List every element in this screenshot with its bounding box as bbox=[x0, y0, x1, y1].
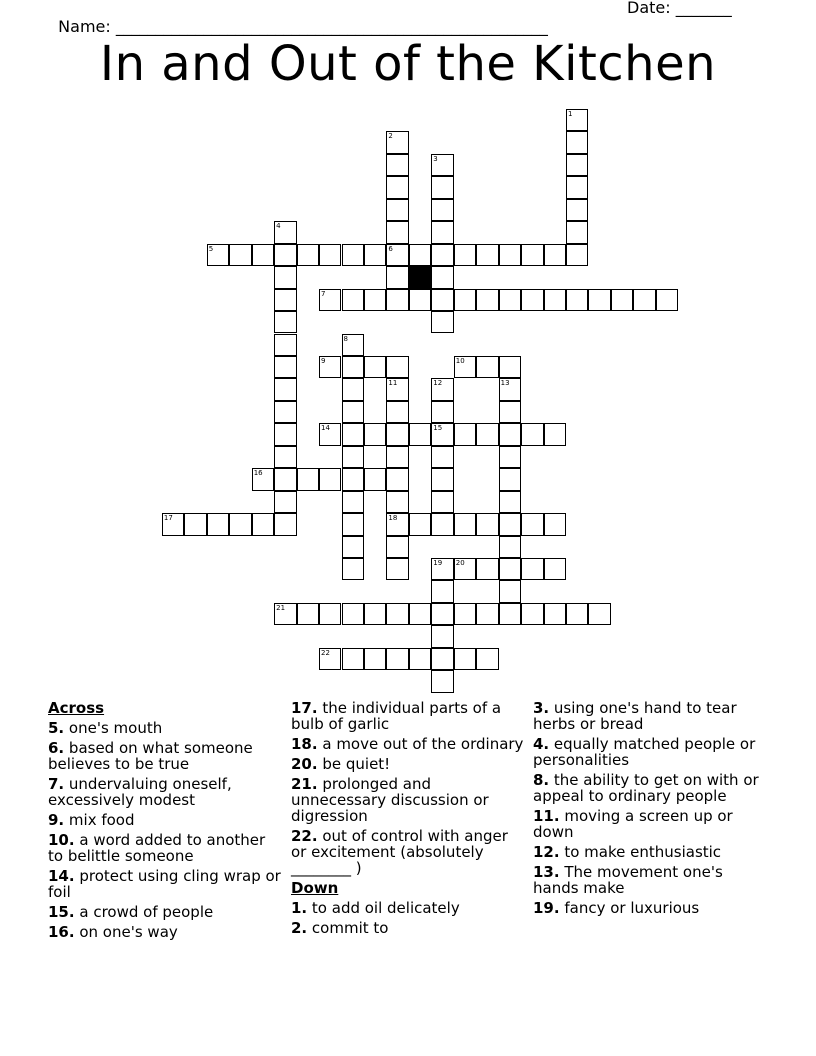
crossword-cell[interactable] bbox=[207, 513, 229, 535]
crossword-cell[interactable] bbox=[386, 199, 408, 221]
crossword-cell[interactable] bbox=[319, 468, 341, 490]
clue-number: 9 bbox=[321, 356, 326, 365]
crossword-cell[interactable] bbox=[476, 558, 498, 580]
crossword-cell[interactable] bbox=[566, 221, 588, 243]
clue-number: 12 bbox=[433, 379, 443, 388]
clue-number: 15 bbox=[433, 424, 443, 433]
crossword-cell[interactable] bbox=[386, 423, 408, 445]
crossword-cell[interactable] bbox=[364, 468, 386, 490]
clue-number: 11 bbox=[388, 379, 398, 388]
crossword-cell[interactable] bbox=[274, 401, 296, 423]
crossword-cell[interactable] bbox=[454, 648, 476, 670]
crossword-cell[interactable] bbox=[431, 580, 453, 602]
crossword-cell[interactable] bbox=[274, 311, 296, 333]
crossword-cell[interactable] bbox=[342, 446, 364, 468]
crossword-cell[interactable] bbox=[274, 468, 296, 490]
crossword-cell[interactable] bbox=[386, 154, 408, 176]
clue-number: 19 bbox=[433, 559, 443, 567]
crossword-cell[interactable] bbox=[409, 648, 431, 670]
crossword-cell[interactable] bbox=[297, 244, 319, 266]
crossword-cell[interactable] bbox=[566, 289, 588, 311]
clue-number: 6 bbox=[388, 244, 393, 253]
crossword-cell[interactable] bbox=[499, 491, 521, 513]
crossword-cell[interactable] bbox=[499, 423, 521, 445]
clue-number: 4 bbox=[276, 222, 281, 231]
crossword-cell[interactable] bbox=[476, 289, 498, 311]
down-clue: 3. using one's hand to tear herbs or bread bbox=[533, 699, 737, 733]
crossword-cell[interactable] bbox=[274, 244, 296, 266]
crossword-cell[interactable] bbox=[386, 648, 408, 670]
crossword-cell[interactable] bbox=[342, 289, 364, 311]
crossword-cell[interactable] bbox=[431, 558, 453, 580]
crossword-cell[interactable] bbox=[274, 491, 296, 513]
crossword-cell[interactable] bbox=[431, 625, 453, 647]
crossword-cell[interactable] bbox=[431, 289, 453, 311]
down-heading: Down bbox=[291, 879, 339, 897]
across-clue: 5. one's mouth bbox=[48, 719, 163, 737]
crossword-cell[interactable] bbox=[342, 423, 364, 445]
crossword-cell[interactable] bbox=[431, 199, 453, 221]
crossword-cell[interactable] bbox=[431, 423, 453, 445]
crossword-cell[interactable] bbox=[409, 289, 431, 311]
crossword-cell[interactable] bbox=[274, 266, 296, 288]
crossword-cell[interactable] bbox=[454, 558, 476, 580]
crossword-cell[interactable] bbox=[544, 289, 566, 311]
crossword-cell[interactable] bbox=[476, 648, 498, 670]
crossword-cell[interactable] bbox=[431, 648, 453, 670]
crossword-cell[interactable] bbox=[319, 244, 341, 266]
crossword-cell[interactable] bbox=[342, 401, 364, 423]
clue-number: 13 bbox=[500, 379, 510, 388]
crossword-cell[interactable] bbox=[544, 558, 566, 580]
crossword-cell[interactable] bbox=[544, 423, 566, 445]
clue-number: 3 bbox=[433, 154, 438, 163]
across-clue: 20. be quiet! bbox=[291, 755, 391, 773]
crossword-cell[interactable] bbox=[364, 244, 386, 266]
crossword-cell[interactable] bbox=[431, 401, 453, 423]
crossword-cell[interactable] bbox=[319, 289, 341, 311]
crossword-cell[interactable] bbox=[521, 244, 543, 266]
across-clue: 7. undervaluing oneself, excessively modest bbox=[48, 775, 232, 809]
down-clue: 2. commit to bbox=[291, 919, 389, 937]
crossword-cell[interactable] bbox=[499, 536, 521, 558]
crossword-cell[interactable] bbox=[521, 603, 543, 625]
crossword-cell[interactable] bbox=[207, 244, 229, 266]
clue-number: 21 bbox=[276, 603, 286, 612]
clue-column-3 bbox=[533, 700, 769, 920]
crossword-cell[interactable] bbox=[431, 266, 453, 288]
across-heading: Across bbox=[48, 699, 105, 717]
crossword-cell[interactable] bbox=[319, 648, 341, 670]
crossword-cell[interactable] bbox=[364, 289, 386, 311]
clue-number: 14 bbox=[321, 424, 330, 433]
across-clue: 16. on one's way bbox=[48, 923, 178, 941]
crossword-cell[interactable] bbox=[342, 356, 364, 378]
crossword-cell[interactable] bbox=[342, 536, 364, 558]
clue-number: 7 bbox=[321, 289, 326, 298]
across-clue: 14. protect using cling wrap or foil bbox=[48, 867, 281, 901]
crossword-cell[interactable] bbox=[409, 244, 431, 266]
crossword-cell[interactable] bbox=[386, 558, 408, 580]
crossword-cell[interactable] bbox=[499, 513, 521, 535]
across-clue: 22. out of control with anger or excitement (absolutely ________ ) bbox=[291, 827, 508, 877]
crossword-cell[interactable] bbox=[499, 401, 521, 423]
crossword-cell[interactable] bbox=[229, 244, 251, 266]
name-field-label[interactable]: Name: ______________________________________________________ bbox=[58, 17, 548, 36]
across-clue: 15. a crowd of people bbox=[48, 903, 214, 921]
crossword-cell[interactable] bbox=[386, 176, 408, 198]
crossword-cell[interactable] bbox=[386, 491, 408, 513]
across-clue: 17. the individual parts of a bulb of garlic bbox=[291, 699, 502, 733]
crossword-cell[interactable] bbox=[386, 513, 408, 535]
crossword-cell[interactable] bbox=[342, 468, 364, 490]
crossword-cell[interactable] bbox=[476, 513, 498, 535]
crossword-cell[interactable] bbox=[274, 603, 296, 625]
across-clue: 6. based on what someone believes to be true bbox=[48, 739, 253, 773]
crossword-cell[interactable] bbox=[454, 356, 476, 378]
crossword-cell[interactable] bbox=[386, 289, 408, 311]
crossword-cell[interactable] bbox=[386, 131, 408, 153]
crossword-cell[interactable] bbox=[386, 603, 408, 625]
clue-number: 1 bbox=[568, 110, 573, 118]
clue-number: 8 bbox=[343, 334, 348, 343]
crossword-cell[interactable] bbox=[499, 558, 521, 580]
date-field-label[interactable]: Date: _______ bbox=[627, 0, 732, 17]
crossword-cell[interactable] bbox=[342, 648, 364, 670]
crossword-cell[interactable] bbox=[499, 603, 521, 625]
crossword-cell[interactable] bbox=[454, 513, 476, 535]
crossword-cell[interactable] bbox=[342, 513, 364, 535]
crossword-cell[interactable] bbox=[454, 603, 476, 625]
crossword-cell[interactable] bbox=[521, 513, 543, 535]
crossword-cell[interactable] bbox=[229, 513, 251, 535]
black-square bbox=[409, 266, 431, 288]
crossword-cell[interactable] bbox=[499, 580, 521, 602]
crossword-cell[interactable] bbox=[274, 378, 296, 400]
crossword-cell[interactable] bbox=[431, 221, 453, 243]
crossword-cell[interactable] bbox=[386, 221, 408, 243]
crossword-cell[interactable] bbox=[476, 356, 498, 378]
crossword-cell[interactable] bbox=[499, 378, 521, 400]
crossword-cell[interactable] bbox=[184, 513, 206, 535]
crossword-cell[interactable] bbox=[274, 446, 296, 468]
crossword-cell[interactable] bbox=[319, 603, 341, 625]
crossword-cell[interactable] bbox=[162, 513, 184, 535]
crossword-cell[interactable] bbox=[409, 513, 431, 535]
crossword-cell[interactable] bbox=[588, 603, 610, 625]
crossword-cell[interactable] bbox=[274, 334, 296, 356]
crossword-cell[interactable] bbox=[342, 334, 364, 356]
crossword-cell[interactable] bbox=[566, 244, 588, 266]
crossword-cell[interactable] bbox=[297, 603, 319, 625]
crossword-cell[interactable] bbox=[319, 423, 341, 445]
crossword-cell[interactable] bbox=[274, 221, 296, 243]
across-clue: 9. mix food bbox=[48, 811, 135, 829]
crossword-cell[interactable] bbox=[252, 468, 274, 490]
crossword-cell[interactable] bbox=[252, 513, 274, 535]
clue-number: 16 bbox=[253, 469, 263, 478]
crossword-cell[interactable] bbox=[431, 513, 453, 535]
crossword-cell[interactable] bbox=[431, 244, 453, 266]
crossword-cell[interactable] bbox=[431, 603, 453, 625]
crossword-cell[interactable] bbox=[454, 423, 476, 445]
crossword-cell[interactable] bbox=[431, 468, 453, 490]
crossword-cell[interactable] bbox=[342, 603, 364, 625]
crossword-cell[interactable] bbox=[386, 244, 408, 266]
crossword-cell[interactable] bbox=[566, 109, 588, 131]
crossword-cell[interactable] bbox=[544, 513, 566, 535]
crossword-cell[interactable] bbox=[386, 446, 408, 468]
crossword-cell[interactable] bbox=[431, 446, 453, 468]
crossword-cell[interactable] bbox=[454, 244, 476, 266]
crossword-cell[interactable] bbox=[431, 670, 453, 692]
crossword-cell[interactable] bbox=[386, 378, 408, 400]
clue-number: 2 bbox=[388, 132, 393, 141]
down-clue: 19. fancy or luxurious bbox=[533, 899, 700, 917]
crossword-cell[interactable] bbox=[566, 176, 588, 198]
crossword-cell[interactable] bbox=[274, 289, 296, 311]
page-title: In and Out of the Kitchen bbox=[99, 36, 717, 92]
clue-number: 22 bbox=[321, 648, 330, 657]
across-clue: 18. a move out of the ordinary bbox=[291, 735, 524, 753]
crossword-cell[interactable] bbox=[499, 289, 521, 311]
clue-number: 18 bbox=[388, 514, 398, 523]
crossword-cell[interactable] bbox=[386, 401, 408, 423]
crossword-cell[interactable] bbox=[409, 423, 431, 445]
crossword-cell[interactable] bbox=[611, 289, 633, 311]
crossword-cell[interactable] bbox=[431, 154, 453, 176]
crossword-cell[interactable] bbox=[521, 423, 543, 445]
crossword-cell[interactable] bbox=[364, 603, 386, 625]
crossword-cell[interactable] bbox=[566, 131, 588, 153]
crossword-cell[interactable] bbox=[499, 446, 521, 468]
clue-number: 5 bbox=[208, 244, 214, 253]
crossword-cell[interactable] bbox=[409, 603, 431, 625]
crossword-cell[interactable] bbox=[319, 356, 341, 378]
down-clue: 12. to make enthusiastic bbox=[533, 843, 722, 861]
crossword-cell[interactable] bbox=[454, 289, 476, 311]
crossword-cell[interactable] bbox=[521, 558, 543, 580]
crossword-cell[interactable] bbox=[521, 289, 543, 311]
crossword-cell[interactable] bbox=[476, 603, 498, 625]
across-clue: 21. prolonged and unnecessary discussion or digression bbox=[291, 775, 489, 825]
crossword-cell[interactable] bbox=[499, 356, 521, 378]
crossword-cell[interactable] bbox=[566, 154, 588, 176]
clue-number: 10 bbox=[455, 356, 465, 365]
crossword-cell[interactable] bbox=[274, 423, 296, 445]
crossword-cell[interactable] bbox=[342, 378, 364, 400]
crossword-cell[interactable] bbox=[342, 491, 364, 513]
crossword-cell[interactable] bbox=[431, 378, 453, 400]
down-clue: 13. The movement one's hands make bbox=[533, 863, 723, 897]
clue-column-1 bbox=[48, 700, 284, 944]
clue-number: 17 bbox=[163, 514, 173, 523]
across-clue: 10. a word added to another to belittle someone bbox=[48, 831, 266, 865]
crossword-cell[interactable] bbox=[252, 244, 274, 266]
clue-number: 20 bbox=[455, 559, 465, 567]
crossword-cell[interactable] bbox=[364, 423, 386, 445]
crossword-cell[interactable] bbox=[274, 356, 296, 378]
crossword-cell[interactable] bbox=[342, 558, 364, 580]
crossword-cell[interactable] bbox=[364, 648, 386, 670]
crossword-cell[interactable] bbox=[633, 289, 655, 311]
crossword-cell[interactable] bbox=[431, 491, 453, 513]
crossword-cell[interactable] bbox=[386, 468, 408, 490]
down-clue: 8. the ability to get on with or appeal to ordinary people bbox=[533, 771, 759, 805]
down-clue: 4. equally matched people or personalities bbox=[533, 735, 756, 769]
crossword-cell[interactable] bbox=[386, 536, 408, 558]
clue-column-2 bbox=[291, 700, 527, 940]
crossword-cell[interactable] bbox=[499, 468, 521, 490]
crossword-cell[interactable] bbox=[342, 244, 364, 266]
crossword-cell[interactable] bbox=[297, 468, 319, 490]
crossword-cell[interactable] bbox=[386, 356, 408, 378]
crossword-cell[interactable] bbox=[499, 244, 521, 266]
down-clue: 11. moving a screen up or down bbox=[533, 807, 733, 841]
crossword-cell[interactable] bbox=[476, 244, 498, 266]
crossword-cell[interactable] bbox=[386, 266, 408, 288]
crossword-cell[interactable] bbox=[476, 423, 498, 445]
crossword-cell[interactable] bbox=[431, 311, 453, 333]
down-clue: 1. to add oil delicately bbox=[291, 899, 460, 917]
crossword-cell[interactable] bbox=[544, 603, 566, 625]
crossword-cell[interactable] bbox=[588, 289, 610, 311]
crossword-cell[interactable] bbox=[544, 244, 566, 266]
crossword-cell[interactable] bbox=[656, 289, 678, 311]
crossword-cell[interactable] bbox=[431, 176, 453, 198]
crossword-cell[interactable] bbox=[566, 603, 588, 625]
crossword-cell[interactable] bbox=[274, 513, 296, 535]
crossword-cell[interactable] bbox=[364, 356, 386, 378]
crossword-cell[interactable] bbox=[566, 199, 588, 221]
